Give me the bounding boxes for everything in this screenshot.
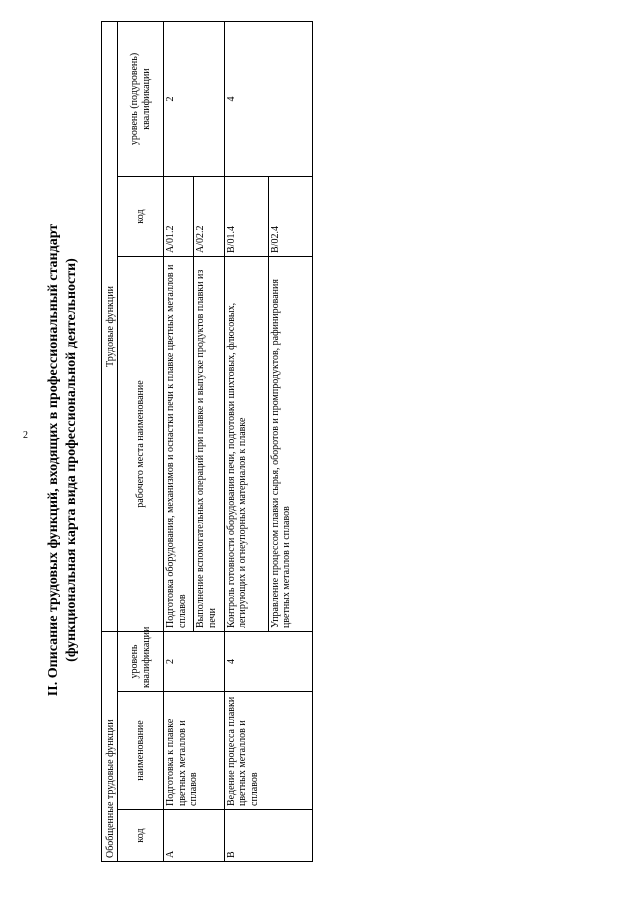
table-row <box>164 22 194 862</box>
wf-code-cell: А/01.2 <box>164 177 194 257</box>
wf-code-cell: В/02.4 <box>268 177 312 257</box>
wf-level-cell: 2 <box>164 22 224 177</box>
table-row <box>224 22 268 862</box>
wf-name-cell: Выполнение вспомогательных операций при плавке и выпуске продуктов плавки из печи <box>194 257 224 632</box>
gf-code-cell: А <box>164 810 224 862</box>
heading-line-2: (функциональная карта вида профессиональной деятельности) <box>64 258 79 662</box>
functional-map-table <box>101 21 313 862</box>
gf-name-cell: Подготовка к плавке цветных металлов и сплавов <box>164 692 224 810</box>
rotated-page-content <box>45 40 293 880</box>
gf-code-cell: В <box>224 810 312 862</box>
col-wf-code-header: код <box>118 177 164 257</box>
col-wf-name-header: рабочего места наименование <box>118 257 164 632</box>
header-group-row <box>102 22 118 862</box>
gf-level-cell: 4 <box>224 632 312 692</box>
wf-name-cell: Контроль готовности оборудования печи, подготовки шихтовых, флюсовых, легирующих и огнеупорных материалов к плавке <box>224 257 268 632</box>
wf-name-cell: Подготовка оборудования, механизмов и оснастки печи к плавке цветных металлов и сплавов <box>164 257 194 632</box>
col-name-header: наименование <box>118 692 164 810</box>
page-number: 2 <box>23 430 28 441</box>
col-level-header: уровень квалификации <box>118 632 164 692</box>
generalized-functions-header: Обобщенные трудовые функции <box>102 632 118 862</box>
wf-level-cell: 4 <box>224 22 312 177</box>
gf-level-cell: 2 <box>164 632 224 692</box>
heading-line-1: II. Описание трудовых функций, входящих в профессиональный стандарт <box>46 223 61 697</box>
col-code-header: код <box>118 810 164 862</box>
col-wf-level-header: уровень (подуровень) квалификации <box>118 22 164 177</box>
gf-name-cell: Ведение процесса плавки цветных металлов и сплавов <box>224 692 312 810</box>
work-functions-header: Трудовые функции <box>102 22 118 632</box>
section-heading <box>45 40 81 880</box>
wf-name-cell: Управление процессом плавки сырья, оборотов и промпродуктов, рафинирования цветных металлов и сплавов <box>268 257 312 632</box>
header-columns-row <box>118 22 164 862</box>
wf-code-cell: А/02.2 <box>194 177 224 257</box>
wf-code-cell: В/01.4 <box>224 177 268 257</box>
